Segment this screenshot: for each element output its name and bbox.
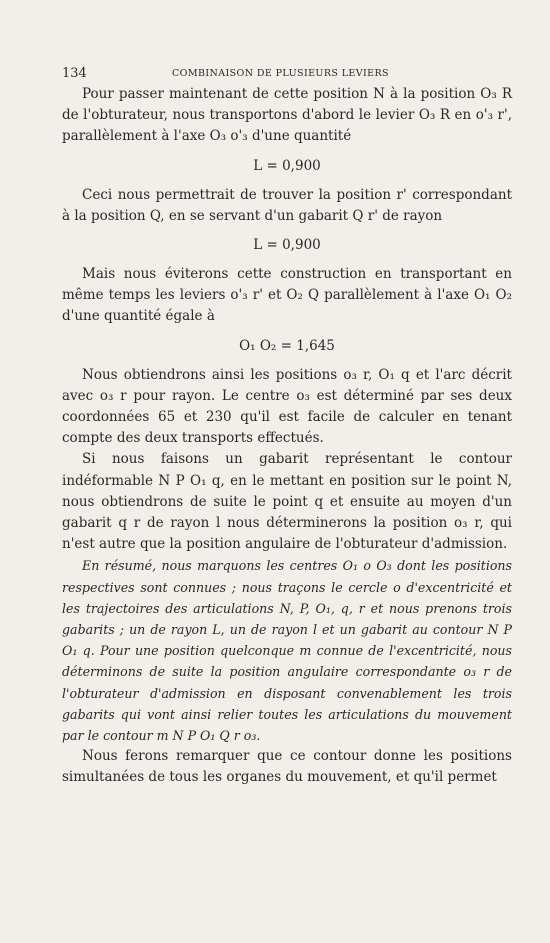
paragraph-3: Mais nous éviterons cette construction en transportant en même temps les leviers o'₃ r' et O₂ Q parallèlement à l'axe O₁ O₂ d'une quantité égale à [62,266,512,325]
running-head: COMBINAISON DE PLUSIEURS LEVIERS [172,68,389,79]
equation-2: L = 0,900 [253,237,321,254]
book-page [62,62,512,789]
equation-1: L = 0,900 [253,157,321,174]
paragraph-1: Pour passer maintenant de cette position N à la position O₃ R de l'obturateur, nous transportons d'abord le levier O₃ R en o'₃ r', parallèlement à l'axe O₃ o'₃ d'une quantité [62,86,512,145]
page-number: 134 [62,66,87,81]
page-header [62,62,512,84]
paragraph-7: Nous ferons remarquer que ce contour donne les positions simultanées de tous les organes du mouvement, et qu'il permet [62,748,512,786]
paragraph-6-summary: En résumé, nous marquons les centres O₁ o O₃ dont les positions respectives sont connues ; nous traçons le cercle o d'excentricité et les trajectoires des articulations N, P, O₁, q, r et nous prenons trois gabarits ; un de rayon L, un de rayon l et un gabarit au contour N P O₁ q. Pour une position quelconque m connue de l'excentricité, nous déterminons de suite la position angulaire correspondante o₃ r de l'obturateur d'admission en disposant convenablement les trois gabarits qui vont ainsi relier toutes les articulations du mouvement par le contour m N P O₁ Q r o₃. [62,558,512,744]
paragraph-4: Nous obtiendrons ainsi les positions o₃ r, O₁ q et l'arc décrit avec o₃ r pour rayon. Le centre o₃ est déterminé par ses deux coordonnées 65 et 230 qu'il est facile de calculer en tenant compte des deux transports effectués. [62,366,512,447]
paragraph-5: Si nous faisons un gabarit représentant le contour indéformable N P O₁ q, en le mettant en position sur le point N, nous obtiendrons de suite le point q et ensuite au moyen d'un gabarit q r de rayon l nous déterminerons la position o₃ r, qui n'est autre que la position angulaire de l'obturateur d'admission. [62,451,512,553]
paragraph-2: Ceci nous permettrait de trouver la position r' correspondant à la position Q, en se servant d'un gabarit Q r' de rayon [62,186,512,224]
equation-3: O₁ O₂ = 1,645 [239,337,335,354]
